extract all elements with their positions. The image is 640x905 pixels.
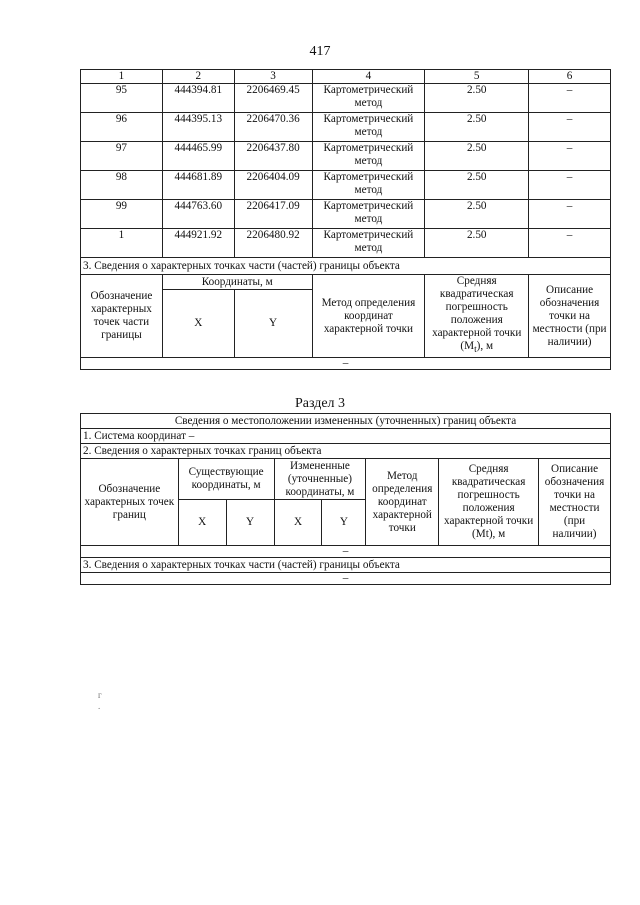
coord-y: 2206437.80: [234, 142, 312, 171]
coord-y: 2206480.92: [234, 229, 312, 258]
subheader-row: [81, 459, 611, 500]
method: Картометрический метод: [312, 229, 425, 258]
section-title-row: [81, 444, 611, 459]
accuracy-subscript: t: [474, 345, 477, 356]
point-id: 98: [81, 171, 163, 200]
x-header: X: [178, 500, 226, 546]
scan-mark: .: [98, 701, 101, 711]
section-title-row: [81, 558, 611, 573]
coord-y: 2206469.45: [234, 84, 312, 113]
coord-x: 444763.60: [162, 200, 234, 229]
table-row: [81, 113, 611, 142]
boundaries-table: [80, 413, 611, 585]
y-header: Y: [226, 500, 274, 546]
method: Картометрический метод: [312, 84, 425, 113]
point-id: 96: [81, 113, 163, 142]
description: –: [529, 113, 611, 142]
accuracy: 2.50: [425, 171, 529, 200]
description: –: [529, 84, 611, 113]
y-header: Y: [322, 500, 366, 546]
point-id: 97: [81, 142, 163, 171]
scan-mark: г: [98, 690, 102, 700]
coord-x: 444395.13: [162, 113, 234, 142]
empty-dash: –: [81, 573, 611, 585]
point-id: 1: [81, 229, 163, 258]
coords-header: Координаты, м: [162, 275, 312, 290]
accuracy: 2.50: [425, 84, 529, 113]
table-title: Сведения о местоположении измененных (уточненных) границ объекта: [81, 414, 611, 429]
x-header: X: [162, 290, 234, 358]
description: –: [529, 229, 611, 258]
col-number: 6: [529, 70, 611, 84]
coord-x: 444465.99: [162, 142, 234, 171]
table-row: [81, 171, 611, 200]
coord-x: 444681.89: [162, 171, 234, 200]
designation-header: Обозначение характерных точек части границы: [81, 275, 163, 358]
section-title: 2. Сведения о характерных точках границ объекта: [81, 444, 611, 459]
column-number-row: [81, 70, 611, 84]
point-id: 95: [81, 84, 163, 113]
accuracy: 2.50: [425, 229, 529, 258]
method: Картометрический метод: [312, 200, 425, 229]
section-heading: Раздел 3: [294, 396, 346, 411]
method-header: Метод определения координат характерной точки: [366, 459, 439, 546]
accuracy: 2.50: [425, 113, 529, 142]
x-header: X: [274, 500, 322, 546]
section-title: 3. Сведения о характерных точках части (частей) границы объекта: [81, 558, 611, 573]
col-number: 4: [312, 70, 425, 84]
existing-coords-header: Существующие координаты, м: [178, 459, 274, 500]
accuracy: 2.50: [425, 200, 529, 229]
coord-y: 2206470.36: [234, 113, 312, 142]
points-table: [80, 69, 611, 370]
table-title-row: [81, 414, 611, 429]
method-header: Метод определения координат характерной точки: [312, 275, 425, 358]
description: –: [529, 142, 611, 171]
y-header: Y: [234, 290, 312, 358]
description: –: [529, 200, 611, 229]
table-row: [81, 142, 611, 171]
method: Картометрический метод: [312, 113, 425, 142]
description-header: Описание обозначения точки на местности (при наличии): [539, 459, 611, 546]
description-header: Описание обозначения точки на местности (при наличии): [529, 275, 611, 358]
empty-row: [81, 546, 611, 558]
col-number: 2: [162, 70, 234, 84]
col-number: 3: [234, 70, 312, 84]
empty-dash: –: [81, 358, 611, 370]
section-title: 3. Сведения о характерных точках части (частей) границы объекта: [81, 258, 611, 275]
coord-x: 444394.81: [162, 84, 234, 113]
accuracy-header-unit: ), м: [476, 340, 494, 352]
col-number: 1: [81, 70, 163, 84]
accuracy: 2.50: [425, 142, 529, 171]
coord-x: 444921.92: [162, 229, 234, 258]
changed-coords-header: Измененные (уточненные) координаты, м: [274, 459, 366, 500]
table-row: [81, 200, 611, 229]
designation-header: Обозначение характерных точек границ: [81, 459, 179, 546]
empty-row: [81, 573, 611, 585]
accuracy-header: Средняя квадратическая погрешность положения характерной точки (Mt), м: [439, 459, 539, 546]
table-row: [81, 229, 611, 258]
point-id: 99: [81, 200, 163, 229]
subheader-row: [81, 275, 611, 290]
method: Картометрический метод: [312, 142, 425, 171]
page-number: 417: [309, 44, 331, 59]
coord-y: 2206404.09: [234, 171, 312, 200]
coordinate-system-row: [81, 429, 611, 444]
table-row: [81, 84, 611, 113]
section-title-row: [81, 258, 611, 275]
accuracy-header: [425, 275, 529, 358]
coordinate-system: 1. Система координат –: [81, 429, 611, 444]
col-number: 5: [425, 70, 529, 84]
method: Картометрический метод: [312, 171, 425, 200]
description: –: [529, 171, 611, 200]
empty-row: [81, 358, 611, 370]
empty-dash: –: [81, 546, 611, 558]
coord-y: 2206417.09: [234, 200, 312, 229]
accuracy-header-text: Средняя квадратическая погрешность положения характерной точки (M: [432, 275, 522, 352]
